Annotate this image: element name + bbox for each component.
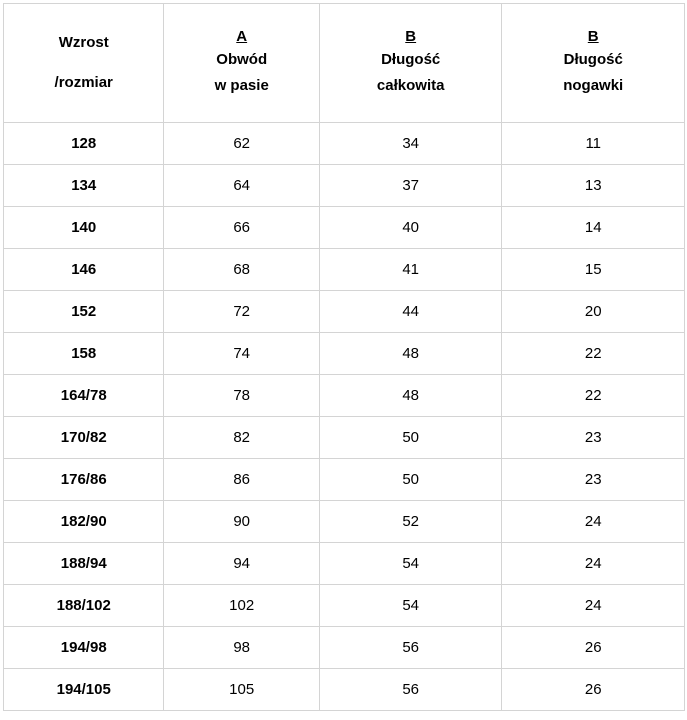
total-length-cell: 54	[319, 585, 502, 627]
leg-length-cell: 23	[502, 459, 685, 501]
size-cell: 176/86	[4, 459, 164, 501]
leg-length-cell: 22	[502, 375, 685, 417]
table-row	[4, 333, 685, 375]
leg-length-cell: 24	[502, 501, 685, 543]
waist-cell: 86	[164, 459, 319, 501]
leg-length-cell: 22	[502, 333, 685, 375]
waist-cell: 94	[164, 543, 319, 585]
total-length-cell: 44	[319, 291, 502, 333]
header-line: nogawki	[563, 76, 624, 94]
header-line: Długość	[381, 50, 441, 68]
size-cell: 128	[4, 123, 164, 165]
total-length-cell: 50	[319, 417, 502, 459]
size-cell: 158	[4, 333, 164, 375]
leg-length-cell: 24	[502, 543, 685, 585]
total-length-cell: 56	[319, 627, 502, 669]
leg-length-cell: 15	[502, 249, 685, 291]
header-line: /rozmiar	[54, 74, 113, 91]
table-row	[4, 585, 685, 627]
waist-cell: 66	[164, 207, 319, 249]
header-leg-length	[502, 4, 685, 123]
table-row	[4, 669, 685, 711]
table-row	[4, 417, 685, 459]
leg-length-cell: 23	[502, 417, 685, 459]
total-length-cell: 48	[319, 333, 502, 375]
waist-cell: 74	[164, 333, 319, 375]
waist-cell: 72	[164, 291, 319, 333]
total-length-cell: 52	[319, 501, 502, 543]
waist-cell: 62	[164, 123, 319, 165]
waist-cell: 78	[164, 375, 319, 417]
table-row	[4, 459, 685, 501]
waist-cell: 102	[164, 585, 319, 627]
table-row	[4, 501, 685, 543]
header-line: w pasie	[214, 76, 269, 94]
table-row	[4, 291, 685, 333]
leg-length-cell: 24	[502, 585, 685, 627]
header-row	[4, 4, 685, 123]
table-row	[4, 165, 685, 207]
header-line: Długość	[563, 50, 623, 68]
total-length-cell: 54	[319, 543, 502, 585]
size-cell: 188/102	[4, 585, 164, 627]
table-row	[4, 207, 685, 249]
leg-length-cell: 26	[502, 669, 685, 711]
total-length-cell: 40	[319, 207, 502, 249]
header-line: Obwód	[216, 50, 268, 68]
waist-cell: 90	[164, 501, 319, 543]
total-length-cell: 50	[319, 459, 502, 501]
waist-cell: 82	[164, 417, 319, 459]
header-letter: B	[587, 27, 599, 45]
size-cell: 134	[4, 165, 164, 207]
waist-cell: 105	[164, 669, 319, 711]
size-cell: 152	[4, 291, 164, 333]
leg-length-cell: 14	[502, 207, 685, 249]
table-row	[4, 375, 685, 417]
table-row	[4, 249, 685, 291]
header-letter: A	[236, 27, 248, 45]
size-cell: 170/82	[4, 417, 164, 459]
waist-cell: 98	[164, 627, 319, 669]
leg-length-cell: 11	[502, 123, 685, 165]
size-cell: 182/90	[4, 501, 164, 543]
header-letter: B	[405, 27, 417, 45]
total-length-cell: 34	[319, 123, 502, 165]
leg-length-cell: 26	[502, 627, 685, 669]
header-waist	[164, 4, 319, 123]
table-row	[4, 123, 685, 165]
size-cell: 188/94	[4, 543, 164, 585]
header-line: całkowita	[376, 76, 445, 94]
leg-length-cell: 20	[502, 291, 685, 333]
header-height-size	[4, 4, 164, 123]
size-chart-table	[3, 3, 685, 711]
leg-length-cell: 13	[502, 165, 685, 207]
total-length-cell: 37	[319, 165, 502, 207]
size-cell: 164/78	[4, 375, 164, 417]
table-row	[4, 627, 685, 669]
total-length-cell: 41	[319, 249, 502, 291]
total-length-cell: 56	[319, 669, 502, 711]
total-length-cell: 48	[319, 375, 502, 417]
size-cell: 146	[4, 249, 164, 291]
size-cell: 194/98	[4, 627, 164, 669]
size-cell: 194/105	[4, 669, 164, 711]
header-total-length	[319, 4, 502, 123]
waist-cell: 68	[164, 249, 319, 291]
table-row	[4, 543, 685, 585]
waist-cell: 64	[164, 165, 319, 207]
size-cell: 140	[4, 207, 164, 249]
header-line: Wzrost	[58, 34, 109, 51]
